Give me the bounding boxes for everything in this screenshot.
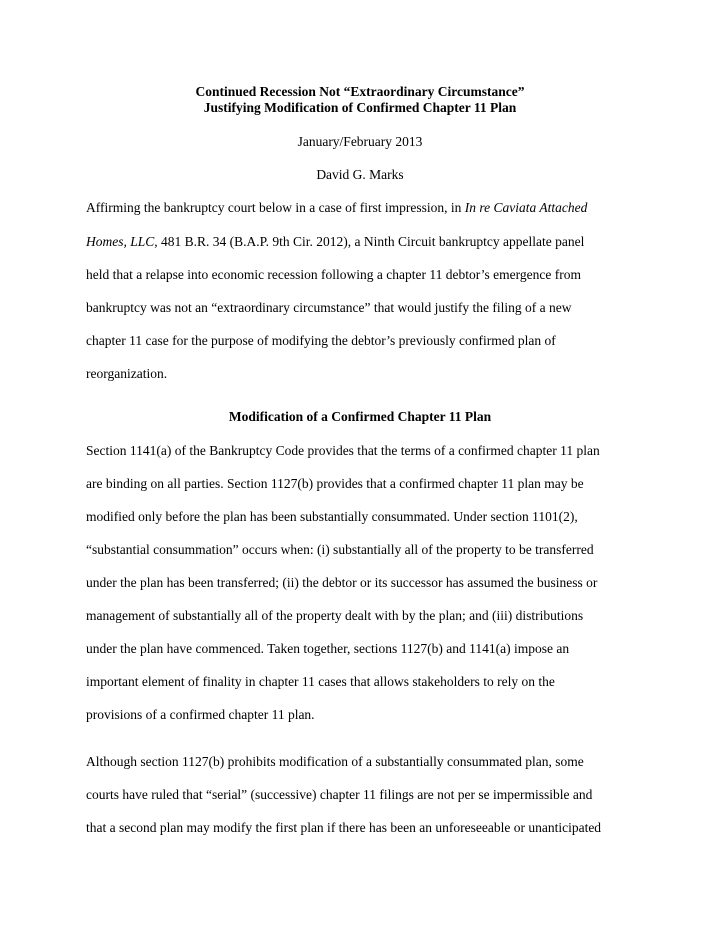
paragraph-2-line: under the plan have commenced. Taken together, sections 1127(b) and 1141(a) impose an (86, 641, 570, 656)
paragraph-1-line-5: chapter 11 case for the purpose of modifying the debtor’s previously confirmed plan of (86, 333, 556, 348)
paragraph-2-line: Section 1141(a) of the Bankruptcy Code provides that the terms of a confirmed chapter 11 plan (86, 443, 600, 458)
paragraph-3-line: courts have ruled that “serial” (successive) chapter 11 filings are not per se impermissible and (86, 787, 593, 802)
paragraph-1-line-3: held that a relapse into economic recession following a chapter 11 debtor’s emergence from (86, 267, 581, 282)
case-citation-italic: In re Caviata Attached (464, 200, 588, 215)
paragraph-2-line: management of substantially all of the property dealt with by the plan; and (iii) distributions (86, 608, 584, 623)
paragraph-1-line-1-text: Affirming the bankruptcy court below in a case of first impression, in (86, 200, 465, 215)
paragraph-3-line: Although section 1127(b) prohibits modification of a substantially consummated plan, some (86, 754, 584, 769)
case-citation-italic-cont: Homes, LLC (86, 234, 155, 249)
paragraph-2-line: are binding on all parties. Section 1127(b) provides that a confirmed chapter 11 plan may be (86, 476, 584, 491)
paragraph-2-line: under the plan has been transferred; (ii) the debtor or its successor has assumed the business or (86, 575, 598, 590)
author-name: David G. Marks (316, 167, 404, 182)
paragraph-2-line: important element of finality in chapter 11 cases that allows stakeholders to rely on the (86, 674, 555, 689)
publication-date: January/February 2013 (297, 134, 423, 149)
paragraph-1-line-1 (86, 200, 646, 216)
paragraph-1-line-6: reorganization. (86, 366, 168, 381)
paragraph-1-line-2-text: , 481 B.R. 34 (B.A.P. 9th Cir. 2012), a Ninth Circuit bankruptcy appellate panel (154, 234, 585, 249)
paragraph-2-line: “substantial consummation” occurs when: (i) substantially all of the property to be transferred (86, 542, 594, 557)
paragraph-2-line: modified only before the plan has been substantially consummated. Under section 1101(2), (86, 509, 578, 524)
paragraph-1-line-2 (86, 234, 646, 250)
paragraph-2-line: provisions of a confirmed chapter 11 plan. (86, 707, 315, 722)
document-title-line-1: Continued Recession Not “Extraordinary Circumstance” (195, 84, 525, 99)
paragraph-1-line-4: bankruptcy was not an “extraordinary circumstance” that would justify the filing of a new (86, 300, 572, 315)
paragraph-3-line: that a second plan may modify the first plan if there has been an unforeseeable or unanticipated (86, 820, 602, 835)
document-title-line-2: Justifying Modification of Confirmed Chapter 11 Plan (203, 100, 517, 115)
section-heading: Modification of a Confirmed Chapter 11 Plan (228, 409, 492, 424)
